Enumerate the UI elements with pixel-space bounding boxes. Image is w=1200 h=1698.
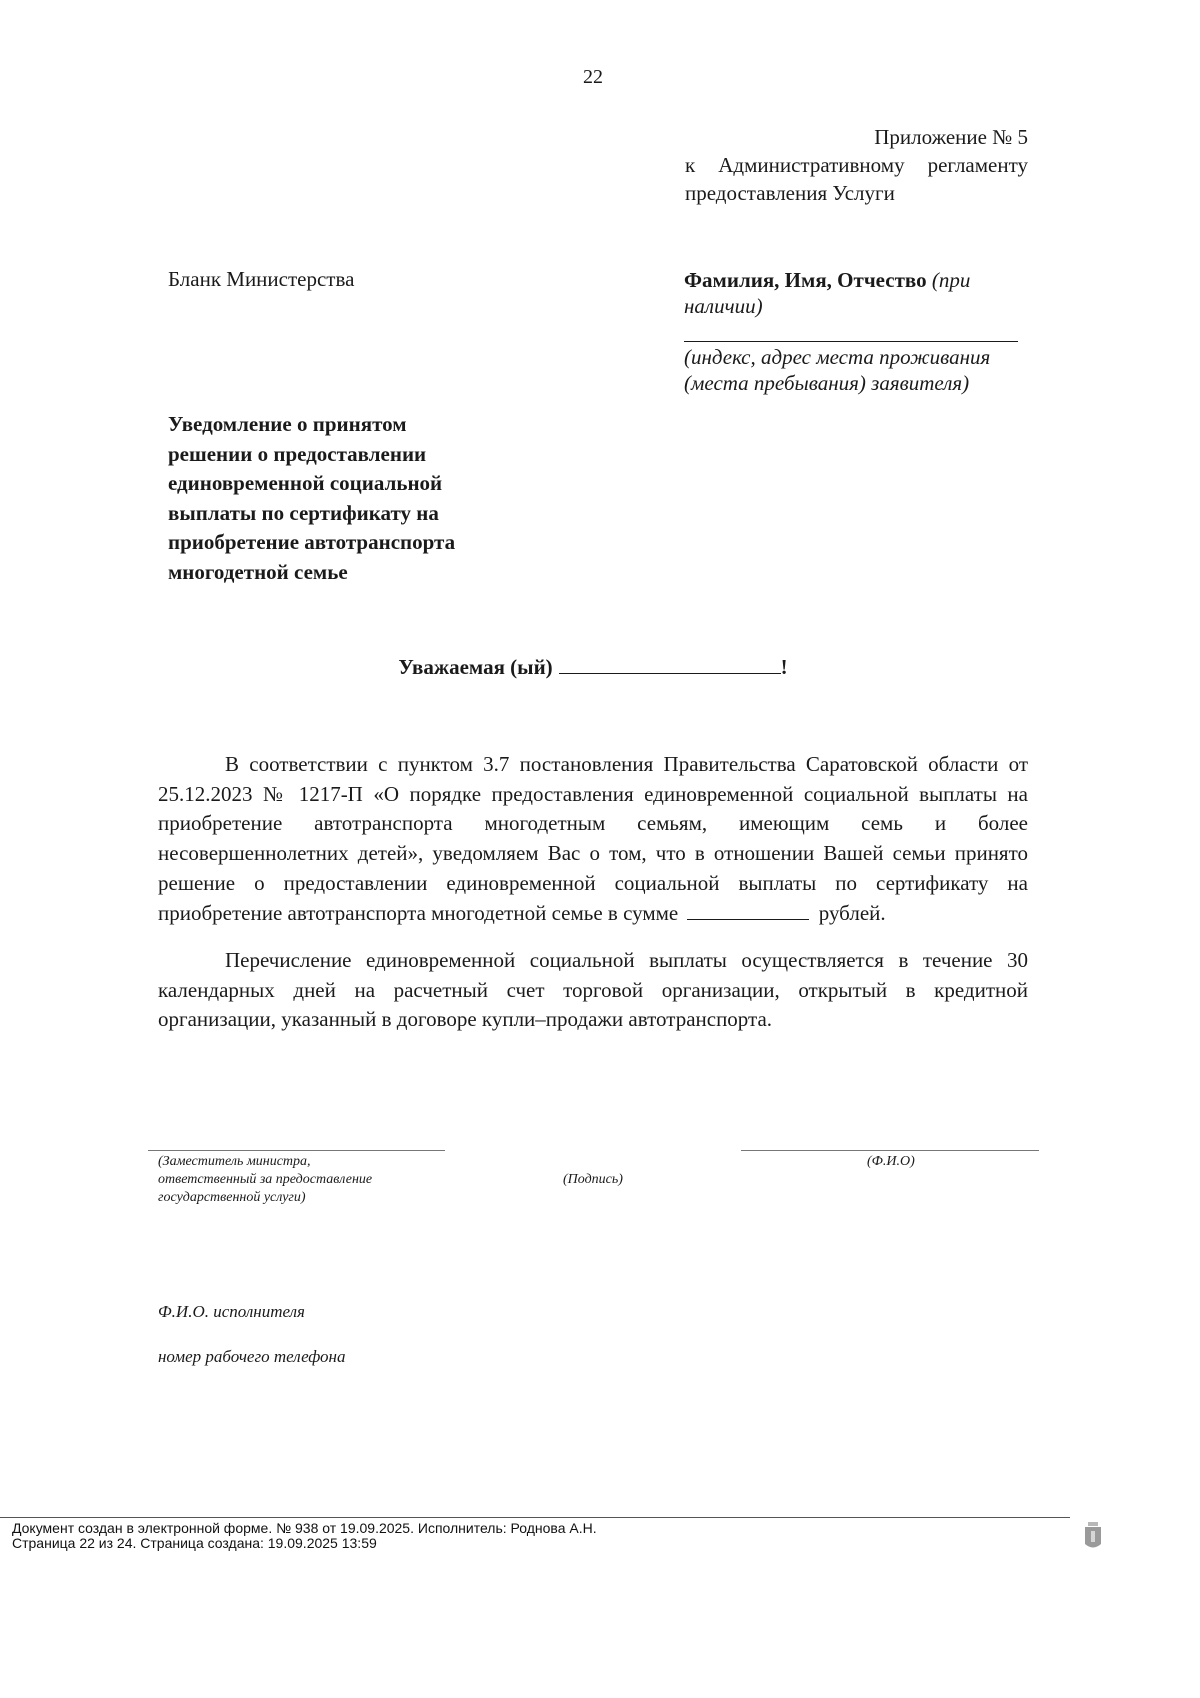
notice-title-line: выплаты по сертификату на — [168, 500, 439, 525]
address-hint-line: (индекс, адрес места проживания — [684, 345, 991, 369]
notice-title-line: единовременной социальной — [168, 471, 443, 495]
greeting — [0, 655, 1186, 680]
notice-title-line: Уведомление о принятом — [168, 412, 407, 436]
addressee-name-note: (при — [931, 268, 971, 292]
greeting-end: ! — [780, 655, 788, 679]
addressee-block — [684, 267, 1029, 319]
fio-signature-line — [741, 1150, 1039, 1151]
address-fill-line — [684, 341, 1018, 342]
notice-title-line: решении о предоставлении — [168, 441, 427, 466]
addressee-name-note-cont: наличии) — [684, 294, 763, 318]
notice-title-line: многодетной семье — [168, 559, 348, 584]
transfer-paragraph: Перечисление единовременной социальной выплаты осуществляется в течение 30 календарных дней на расчетный счет торговой организации, открытый в кредитной организации, указанный в договоре купли–продажи автотранспорта. — [158, 948, 1028, 1032]
document-footer — [12, 1521, 597, 1551]
notice-title — [168, 410, 498, 587]
footer-page-info: Страница 22 из 24. Страница создана: 19.09.2025 13:59 — [12, 1535, 377, 1551]
appendix-number: Приложение № 5 — [874, 125, 1028, 149]
executor-phone-label: номер рабочего телефона — [158, 1347, 346, 1366]
official-title-line: (Заместитель министра, — [158, 1154, 311, 1169]
decision-paragraph — [158, 750, 1028, 928]
appendix-subject: предоставления Услуги — [685, 181, 895, 205]
official-title-line: государственной услуги) — [158, 1190, 306, 1205]
official-title — [158, 1153, 438, 1207]
official-title-line: ответственный за предоставление — [158, 1172, 373, 1187]
footer-divider — [0, 1517, 1070, 1518]
fio-label: (Ф.И.О) — [867, 1154, 915, 1169]
address-hint-line: (места пребывания) заявителя) — [684, 371, 970, 395]
signature-label: (Подпись) — [563, 1172, 623, 1187]
footer-creation-info: Документ создан в электронной форме. № 938 от 19.09.2025. Исполнитель: Роднова А.Н. — [12, 1520, 597, 1536]
ministry-letterhead: Бланк Министерства — [168, 267, 355, 291]
addressee-name-label: Фамилия, Имя, Отчество — [684, 268, 927, 292]
appendix-block — [685, 123, 1028, 207]
address-hint — [684, 344, 1029, 396]
coat-of-arms-icon — [1083, 1520, 1103, 1552]
decision-text-end: рублей. — [818, 900, 886, 925]
executor-name-label: Ф.И.О. исполнителя — [158, 1302, 305, 1321]
page-number: 22 — [583, 66, 603, 88]
decision-text: В соответствии с пунктом 3.7 постановления Правительства Саратовской области от 25.12.2023 № 1217-П «О порядке предоставления единовременной социальной выплаты на приобретение автотранспорта многодетным семьям, имеющим семь и более несовершеннолетних детей», уведомляем Вас о том, что в отношении Вашей семьи принято решение о предоставлении единовременной социальной выплаты по сертификату на приобретение автотранспорта многодетной семье в сумме — [158, 752, 1028, 925]
notice-title-line: приобретение автотранспорта — [168, 530, 456, 554]
official-signature-line — [148, 1150, 445, 1151]
greeting-text: Уважаемая (ый) — [398, 655, 553, 679]
amount-blank — [687, 903, 809, 920]
appendix-reference: к Административному регламенту — [685, 153, 1028, 177]
recipient-name-blank — [559, 655, 781, 674]
